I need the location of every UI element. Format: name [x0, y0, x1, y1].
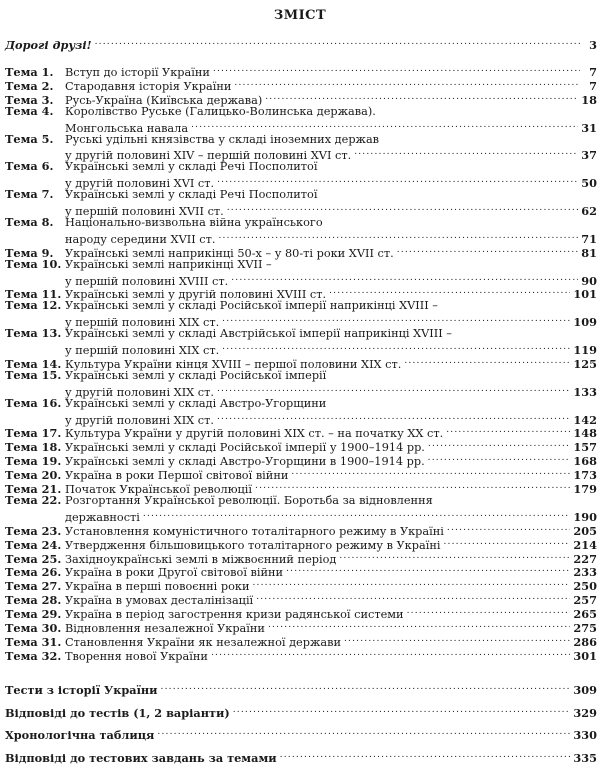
page-number: 173: [573, 468, 597, 483]
leader-dots: [446, 423, 570, 437]
topic-title: Монгольська навала: [65, 121, 189, 135]
page-number: 7: [589, 65, 597, 79]
leader-dots: [404, 354, 570, 368]
leader-dots: [286, 562, 570, 576]
leader-dots: [255, 479, 570, 493]
page-number: 179: [573, 482, 597, 496]
toc-topic-row[interactable]: [5, 493, 597, 507]
leader-dots: [443, 535, 570, 549]
page-number: 81: [581, 245, 597, 260]
toc-topic-row-continuation[interactable]: [5, 145, 597, 163]
leader-dots: [217, 173, 578, 187]
topic-title: Українські землі у складі Австро-Угорщини в 1900–1914 рр.: [65, 455, 425, 469]
toc-topic-row[interactable]: [5, 257, 597, 271]
topic-title: Національно-визвольна війна українського: [65, 215, 323, 229]
toc-topic-row-continuation[interactable]: [5, 410, 597, 427]
topic-number: Тема 8.: [5, 214, 54, 229]
appendix-title: Хронологічна таблиця: [5, 728, 155, 742]
leader-dots: [339, 549, 570, 563]
topic-title: Україна в перші повоєнні роки: [65, 580, 250, 594]
toc-topic-row[interactable]: [5, 590, 597, 608]
page-number: 18: [581, 92, 597, 107]
page-number: 50: [581, 176, 597, 191]
page-number: 62: [581, 204, 597, 218]
page-number: 37: [581, 148, 597, 163]
toc-topic-row-continuation[interactable]: [5, 382, 597, 399]
appendix-title: Тести з історії України: [5, 683, 158, 697]
toc-topic-row[interactable]: [5, 298, 597, 312]
page-number: 190: [573, 509, 597, 524]
topic-number: Тема 4.: [5, 103, 54, 118]
toc-topic-row[interactable]: [5, 132, 597, 146]
topic-title: Україна в роки Другої світової війни: [65, 566, 284, 580]
topic-title: Культура України кінця XVIII – першої половини XIX ст.: [65, 357, 402, 371]
page-number: 109: [573, 315, 597, 330]
page-number: 265: [573, 607, 597, 622]
topic-number: Тема 26.: [5, 565, 62, 580]
toc-topic-row[interactable]: [5, 104, 597, 118]
toc-topic-row[interactable]: [5, 521, 597, 538]
leader-dots: [157, 725, 570, 739]
topic-title: Українські землі у складі Російської імперії наприкінці XVIII –: [65, 299, 438, 313]
toc-topic-row[interactable]: [5, 76, 597, 93]
page-number: 168: [573, 454, 597, 469]
topic-number: Тема 15.: [5, 367, 62, 382]
leader-dots: [161, 680, 571, 694]
topic-number: Тема 6.: [5, 159, 54, 174]
topic-title: Українські землі у складі Речі Посполитої: [65, 188, 318, 202]
topic-title: Початок Української революції: [65, 483, 253, 496]
toc-intro[interactable]: [5, 35, 597, 52]
topic-title: Королівство Руське (Галицько-Волинська держава).: [65, 104, 376, 118]
page-number: 3: [589, 38, 597, 52]
topic-title: у другій половині XIX ст.: [65, 385, 214, 399]
topic-title: Руські удільні князівства у складі іноземних держав: [65, 132, 380, 146]
topic-number: Тема 32.: [5, 648, 62, 663]
topic-title: Становлення України як незалежної держави: [65, 635, 341, 649]
leader-dots: [268, 618, 570, 632]
leader-dots: [211, 646, 570, 660]
topic-number: Тема 14.: [5, 356, 62, 371]
topic-number: Тема 25.: [5, 551, 62, 566]
topic-number: Тема 17.: [5, 426, 62, 441]
toc-topic-row-continuation[interactable]: [5, 271, 597, 288]
topic-title: Західноукраїнські землі в міжвоєнний період: [65, 552, 337, 566]
toc-topic-row[interactable]: [5, 646, 597, 663]
toc-topic-row[interactable]: [5, 423, 597, 441]
toc-appendix-row[interactable]: [5, 748, 597, 765]
toc-topic-row[interactable]: [5, 368, 597, 382]
topic-number: Тема 24.: [5, 537, 62, 552]
toc-topic-row-continuation[interactable]: [5, 507, 597, 524]
topic-number: Тема 7.: [5, 187, 54, 202]
page-number: 214: [573, 537, 597, 552]
leader-dots: [222, 340, 570, 354]
toc-topic-row[interactable]: [5, 187, 597, 201]
topic-number: Тема 11.: [5, 287, 62, 302]
toc-topic-row[interactable]: [5, 618, 597, 635]
topic-title: державності: [65, 510, 140, 524]
topic-title: Відновлення незалежної України: [65, 622, 265, 635]
page-number: 142: [573, 412, 597, 427]
topic-number: Тема 31.: [5, 634, 62, 649]
page-number: 90: [581, 273, 597, 288]
page-number: 125: [573, 356, 597, 371]
topic-number: Тема 2.: [5, 78, 54, 93]
topic-number: Тема 23.: [5, 523, 62, 538]
page-number: 7: [589, 78, 597, 93]
page-number: 275: [573, 621, 597, 635]
topic-title: Україна в період загострення кризи радянської системи: [65, 608, 404, 622]
topic-number: Тема 13.: [5, 326, 62, 341]
leader-dots: [344, 632, 570, 646]
topic-title: у другій половині XIX ст.: [65, 413, 214, 427]
topic-title: Українські землі у складі Австро-Угорщини: [65, 396, 327, 410]
page-number: 205: [573, 523, 597, 538]
toc-topic-row-continuation[interactable]: [5, 118, 597, 135]
topic-number: Тема 10.: [5, 256, 62, 271]
toc-topic-row-continuation[interactable]: [5, 340, 597, 357]
toc-topic-row[interactable]: [5, 215, 597, 229]
leader-dots: [428, 437, 571, 451]
page-number: 71: [581, 231, 597, 246]
leader-dots: [191, 118, 578, 132]
page-number: 330: [573, 728, 597, 742]
toc-appendix-row[interactable]: [5, 725, 597, 742]
page-number: 250: [573, 579, 597, 594]
leader-dots: [447, 521, 571, 535]
toc-topic-row[interactable]: [5, 549, 597, 566]
topic-title: Українські землі наприкінці 50-х – у 80-ті роки XVII ст.: [65, 246, 394, 260]
page-number: 233: [573, 565, 597, 580]
topic-number: Тема 1.: [5, 65, 54, 79]
topic-number: Тема 9.: [5, 245, 54, 260]
topic-number: Тема 28.: [5, 593, 62, 608]
leader-dots: [227, 201, 579, 215]
toc-topic-row[interactable]: [5, 576, 597, 594]
topic-title: у другій половині XVI ст.: [65, 177, 215, 191]
page-number: 329: [573, 705, 597, 720]
appendix-title: Відповіді до тестів (1, 2 варіанти): [5, 705, 230, 720]
leader-dots: [291, 465, 570, 479]
page-number: 31: [581, 120, 597, 135]
topic-title: Українські землі у складі Австрійської імперії наприкінці XVIII –: [65, 327, 452, 341]
topic-title: у другій половині XIV – першій половині XVI ст.: [65, 149, 352, 163]
topic-title: у першій половині XVII ст.: [65, 205, 224, 218]
leader-dots: [265, 90, 578, 104]
leader-dots: [222, 312, 570, 326]
topic-title: Україна в роки Першої світової війни: [65, 469, 289, 483]
topic-title: Українські землі у складі Речі Посполитої: [65, 160, 318, 174]
leader-dots: [252, 576, 570, 590]
toc-topic-row-continuation[interactable]: [5, 312, 597, 330]
page-number: 101: [573, 287, 597, 302]
page-number: 148: [573, 426, 597, 441]
topic-title: Русь-Україна (Київська держава): [65, 93, 263, 107]
toc-topic-row[interactable]: [5, 535, 597, 552]
toc-topic-row[interactable]: [5, 562, 597, 580]
toc-intro-text: Дорогі друзі!: [5, 38, 92, 52]
toc-topic-row[interactable]: [5, 479, 597, 496]
leader-dots: [231, 271, 578, 285]
toc-appendix-row[interactable]: [5, 703, 597, 720]
leader-dots: [217, 382, 570, 396]
topic-title: Культура України у другій половині XIX ст. – на початку XX ст.: [65, 427, 444, 441]
leader-dots: [329, 284, 570, 298]
leader-dots: [95, 35, 580, 49]
leader-dots: [280, 748, 571, 762]
leader-dots: [234, 76, 580, 90]
leader-dots: [143, 507, 571, 521]
toc-topic-row[interactable]: [5, 284, 597, 302]
toc-topic-row-continuation[interactable]: [5, 229, 597, 246]
leader-dots: [217, 410, 570, 424]
toc-topic-row[interactable]: [5, 62, 597, 79]
topic-number: Тема 18.: [5, 440, 62, 455]
topic-title: Вступ до історії України: [65, 66, 210, 79]
topic-number: Тема 22.: [5, 492, 62, 507]
leader-dots: [233, 703, 571, 717]
toc-appendix-row[interactable]: [5, 680, 597, 697]
toc-topic-row[interactable]: [5, 326, 597, 340]
topic-title: у першій половині XIX ст.: [65, 316, 220, 330]
leader-dots: [428, 451, 571, 465]
topic-number: Тема 29.: [5, 607, 62, 622]
topic-title: Українські землі у складі Російської імперії у 1900–1914 рр.: [65, 441, 425, 455]
topic-title: Українські землі наприкінці XVII –: [65, 257, 272, 271]
toc-topic-row[interactable]: [5, 604, 597, 622]
topic-number: Тема 5.: [5, 131, 54, 146]
toc-topic-row[interactable]: [5, 632, 597, 649]
toc-topic-row-continuation[interactable]: [5, 201, 597, 218]
leader-dots: [213, 62, 580, 76]
page-number: 301: [573, 648, 597, 663]
toc-topic-row-continuation[interactable]: [5, 173, 597, 191]
topic-title: Розгортання Української революції. Боротьба за відновлення: [65, 493, 433, 507]
page-number: 157: [573, 440, 597, 455]
topic-title: Україна в умовах десталінізації: [65, 594, 254, 608]
topic-title: у першій половині XIX ст.: [65, 344, 220, 357]
topic-title: Українські землі у складі Російської імперії: [65, 368, 327, 382]
topic-number: Тема 20.: [5, 468, 62, 483]
toc-topic-row[interactable]: [5, 396, 597, 410]
topic-title: Творення нової України: [65, 649, 208, 663]
topic-number: Тема 16.: [5, 395, 62, 410]
leader-dots: [354, 145, 578, 159]
topic-number: Тема 27.: [5, 579, 62, 594]
page-number: 133: [573, 384, 597, 399]
toc-topic-row[interactable]: [5, 90, 597, 107]
toc-topic-row[interactable]: [5, 159, 597, 173]
page-number: 309: [573, 683, 597, 697]
toc-topic-row[interactable]: [5, 243, 597, 260]
leader-dots: [407, 604, 571, 618]
topic-number: Тема 30.: [5, 621, 62, 635]
toc-topic-row[interactable]: [5, 451, 597, 469]
page-title: ЗМІСТ: [273, 8, 327, 23]
topic-number: Тема 12.: [5, 298, 62, 313]
leader-dots: [397, 243, 579, 257]
topic-title: народу середини XVII ст.: [65, 232, 216, 246]
toc-topic-row[interactable]: [5, 437, 597, 455]
topic-title: Українські землі у другій половині XVIII ст.: [65, 288, 327, 302]
page-number: 119: [573, 343, 597, 357]
topic-number: Тема 19.: [5, 454, 62, 469]
topic-number: Тема 3.: [5, 92, 54, 107]
appendix-title: Відповіді до тестових завдань за темами: [5, 750, 277, 765]
leader-dots: [256, 590, 570, 604]
toc-topic-row[interactable]: [5, 465, 597, 483]
toc-topic-row[interactable]: [5, 354, 597, 371]
leader-dots: [218, 229, 578, 243]
topic-title: Стародавня історія України: [65, 79, 232, 93]
topic-title: Утвердження більшовицького тоталітарного режиму в Україні: [65, 538, 441, 552]
page-number: 286: [573, 634, 597, 649]
page-number: 257: [573, 593, 597, 608]
topic-title: у першій половині XVIII ст.: [65, 274, 229, 288]
topic-number: Тема 21.: [5, 482, 62, 496]
topic-title: Установлення комуністичного тоталітарного режиму в Україні: [65, 524, 444, 538]
page-number: 227: [573, 551, 597, 566]
page-number: 335: [573, 750, 597, 765]
